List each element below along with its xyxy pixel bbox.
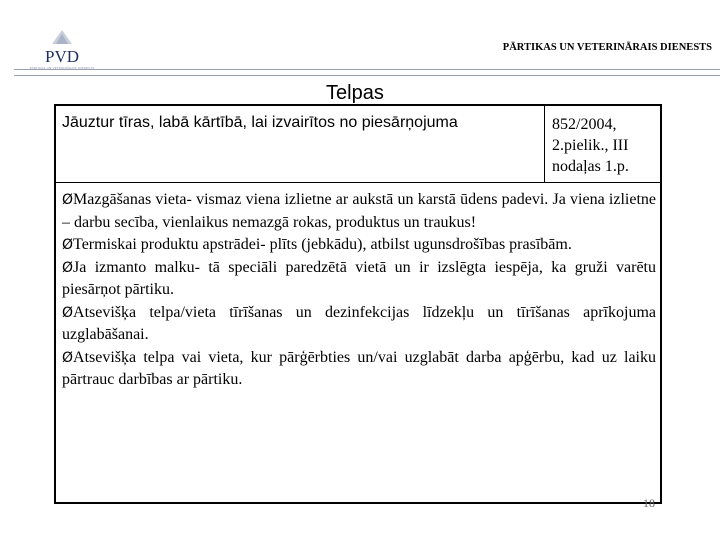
regulation-reference: 852/2004, 2.pielik., III nodaļas 1.p. xyxy=(552,116,629,175)
list-item-text: Mazgāšanas vieta- vismaz viena izlietne ar aukstā un karstā ūdens padevi. Ja viena izlietne – darbu secība, vienlaikus nemazgā rokas, produktus un traukus! xyxy=(62,191,656,231)
list-item xyxy=(62,189,656,234)
arrow-bullet-icon: Ø xyxy=(62,304,74,321)
requirements-list xyxy=(62,189,656,392)
arrow-bullet-icon: Ø xyxy=(62,192,74,208)
header-rule-top xyxy=(14,69,720,70)
page-number: 18 xyxy=(643,496,655,510)
requirement-text: Jāuztur tīras, labā kārtībā, lai izvairītos no piesārņojuma xyxy=(62,114,458,131)
list-item xyxy=(62,234,656,257)
list-item-text: Atsevišķa telpa/vieta tīrīšanas un dezinfekcijas līdzekļu un tīrīšanas aprīkojuma uzglabāšanai. xyxy=(62,303,656,343)
arrow-bullet-icon: Ø xyxy=(62,237,74,253)
svg-text:PVD: PVD xyxy=(44,47,80,66)
list-item xyxy=(62,347,656,392)
header-rule-bottom xyxy=(14,75,720,76)
arrow-bullet-icon: Ø xyxy=(62,259,74,276)
list-item xyxy=(62,302,656,347)
list-item-text: Termiskai produktu apstrādei- plīts (jebkādu), atbilst ugunsdrošības prasībām. xyxy=(73,236,572,253)
list-item-text: Ja izmanto malku- tā speciāli paredzētā vietā un ir izslēgta iespēja, ka gruži varētu piesārņot pārtiku. xyxy=(62,258,656,298)
agency-name: PĀRTIKAS UN VETERINĀRAIS DIENESTS xyxy=(502,42,712,53)
arrow-bullet-icon: Ø xyxy=(62,349,74,366)
list-item xyxy=(62,257,656,302)
header-row-divider xyxy=(56,182,660,183)
slide-title: Telpas xyxy=(326,82,384,104)
content-box xyxy=(54,104,662,504)
column-divider xyxy=(544,106,545,183)
list-item-text: Atsevišķa telpa vai vieta, kur pārģērbties un/vai uzglabāt darba apģērbu, kad uz laiku pārtrauc darbības ar pārtiku. xyxy=(62,348,656,388)
logo-tagline: PĀRTIKAS UN VETERINĀRAIS DIENESTS xyxy=(29,66,95,70)
